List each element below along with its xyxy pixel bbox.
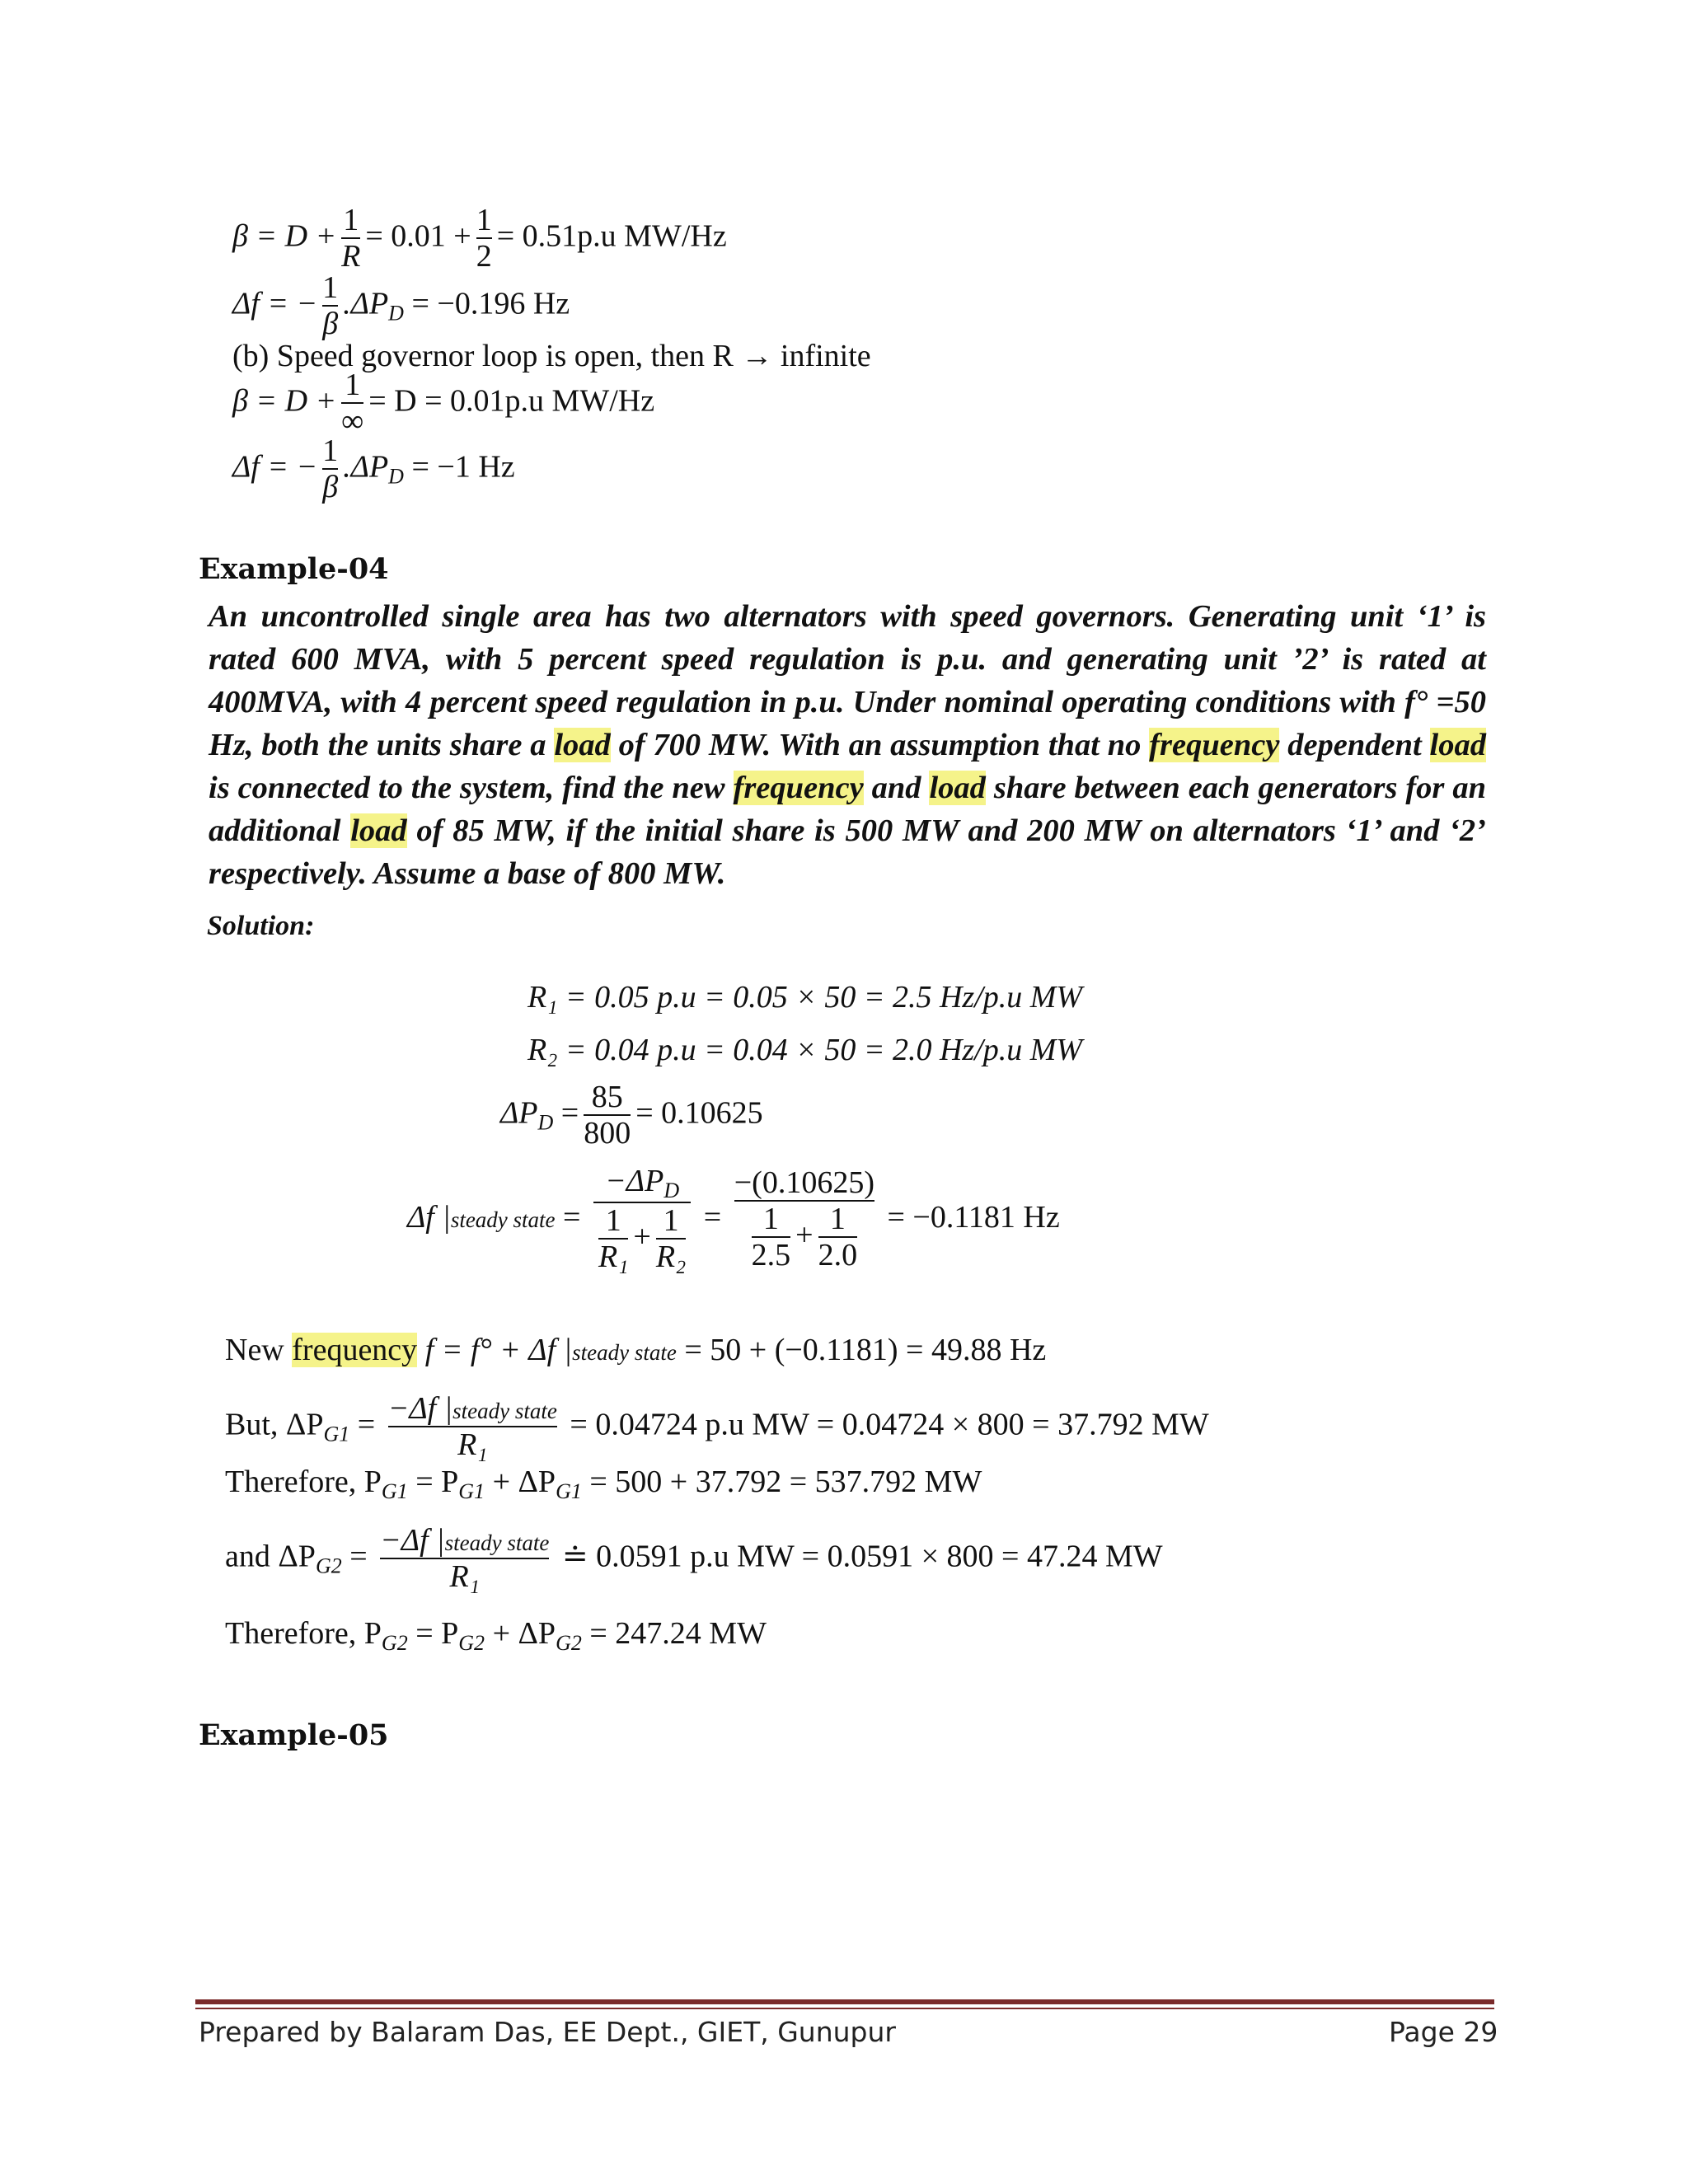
- df-lhs: Δf = −: [232, 286, 318, 321]
- problem-text: and: [863, 771, 930, 805]
- frac-den: β: [322, 469, 339, 504]
- therefore-label: Therefore, P: [225, 1465, 382, 1499]
- frac-den: R₁: [598, 1240, 629, 1275]
- but-value: = 0.04724 p.u MW = 0.04724 × 800 = 37.792 MW: [570, 1407, 1209, 1442]
- example-05-heading: Example-05: [199, 1718, 389, 1752]
- eq-r1: [528, 979, 1082, 1015]
- g1-sub: G1: [381, 1479, 408, 1503]
- problem-text: dependent: [1279, 728, 1430, 762]
- frac-den: R: [341, 238, 361, 274]
- frac-den: R₂: [655, 1240, 687, 1275]
- pg1-result: = 500 + 37.792 = 537.792 MW: [589, 1465, 982, 1499]
- pg2-mid: = P: [415, 1616, 459, 1651]
- g2-sub: G2: [556, 1631, 582, 1655]
- frac-num: 1: [322, 270, 339, 305]
- highlight-load: load: [350, 813, 407, 848]
- frac-den: ∞: [341, 403, 364, 438]
- new-freq-value: = 50 + (−0.1181) = 49.88 Hz: [684, 1333, 1047, 1367]
- pg1-mid: = P: [415, 1465, 459, 1499]
- part-b-label: (b) Speed governor loop is open, then R → infinite: [232, 339, 871, 373]
- problem-text: share between each generators for an additional: [209, 771, 1486, 848]
- frac-num: 1: [343, 203, 359, 237]
- beta2-value: = D = 0.01p.u MW/Hz: [368, 383, 655, 419]
- dfss-num2: −(0.10625): [734, 1165, 874, 1201]
- neg-df: −Δf |: [387, 1391, 453, 1426]
- highlight-frequency: frequency: [292, 1333, 418, 1367]
- therefore-label: Therefore, P: [225, 1616, 382, 1651]
- steady-state-label: steady state: [450, 1207, 556, 1232]
- dfss-frac2: −(0.10625) $\frac{1}{2.5}$ + $\frac{1}{2.0}$: [734, 1165, 874, 1272]
- frac-num: 1: [762, 1202, 779, 1237]
- g1-sub: G1: [458, 1479, 485, 1503]
- dfss-lhs: Δf |: [407, 1199, 451, 1235]
- highlight-load: load: [1429, 728, 1486, 762]
- frac-num: 1: [605, 1203, 621, 1239]
- frac-den: R₁: [380, 1558, 549, 1594]
- df-sub: D: [388, 301, 404, 326]
- dpd-sub: D: [537, 1110, 554, 1135]
- df-rhs: .ΔP: [343, 449, 389, 485]
- and-value: ≐ 0.0591 p.u MW = 0.0591 × 800 = 47.24 MW: [561, 1539, 1163, 1574]
- frac-den: 2.5: [751, 1237, 791, 1272]
- neg-df: −Δf |: [380, 1523, 445, 1558]
- g2-sub: G2: [458, 1631, 485, 1655]
- steady-state-label: steady state: [572, 1340, 677, 1365]
- frac-den: β: [322, 306, 339, 341]
- eq-delta-pg1: But, $\Delta P_{G1}$ = $\frac{\text{−Δf |steady state}}{\text{R₁}}$ = 0.04724 p.u MW = 0.04724 × 800 = 37.792 MW: [225, 1391, 1209, 1462]
- dpd-value: = 0.10625: [635, 1095, 763, 1131]
- r1-text: R₁ = 0.05 p.u = 0.05 × 50 = 2.5 Hz/p.u MW: [528, 980, 1083, 1015]
- highlight-load: load: [929, 771, 986, 805]
- beta-mid: = 0.01 +: [365, 218, 471, 254]
- steady-state-label: steady state: [452, 1399, 557, 1423]
- g2-sub: G2: [315, 1554, 342, 1578]
- footer-author: Prepared by Balaram Das, EE Dept., GIET, Gunupur: [199, 2016, 896, 2048]
- dfss-value: = −0.1181 Hz: [887, 1199, 1060, 1235]
- dpd-num: 85: [591, 1080, 623, 1114]
- dfss-sub: D: [663, 1179, 680, 1202]
- g1-sub: G1: [323, 1422, 350, 1446]
- and-lhs: and ΔP: [225, 1539, 316, 1574]
- eq-new-frequency: [225, 1332, 1046, 1368]
- frac-num: 1: [476, 203, 492, 237]
- eq-df-b: [232, 435, 515, 504]
- problem-text: of 85 MW, if the initial share is 500 MW and 200 MW on alternators ‘1’ and ‘2’ respectively. Assume a base of 800 MW.: [209, 813, 1486, 891]
- eq-r2: [528, 1032, 1082, 1068]
- frac-num: 1: [829, 1202, 846, 1237]
- eq-pg2: [225, 1615, 767, 1656]
- frac-den: 2: [476, 238, 492, 274]
- df-value: = −1 Hz: [411, 449, 515, 485]
- new-label: New: [225, 1333, 284, 1367]
- beta2-lhs: β = D +: [232, 383, 337, 419]
- pg1-delta: + ΔP: [492, 1465, 556, 1499]
- frac-num: 1: [322, 434, 339, 468]
- highlight-load: load: [554, 728, 611, 762]
- footer-rule: [195, 1999, 1494, 2004]
- eq-df-steady: Δf |steady state = $-\Delta P_D$ $\frac{1}{\text{R₁}}$ + $\frac{1}{\text{R₂}}$ = −(0.10625) $\frac{1}{2.5}$ + $\frac{1}{2.0}$ = −0.1181 Hz: [407, 1164, 1060, 1275]
- problem-text: An uncontrolled single area has two alternators with speed governors. Generating unit ‘1’ is rated 600 MVA, with 5 percent speed regulation is p.u. and generating unit ’2’ is rated at 400MVA, with 4 percent speed regulation in p.u. Under nominal operating conditions with f° =50 Hz, both the units share a: [209, 599, 1486, 762]
- problem-text: is connected to the system, find the new: [209, 771, 734, 805]
- frac-num: 1: [663, 1203, 679, 1239]
- but-lhs: But, ΔP: [225, 1407, 324, 1442]
- frac-den: R₁: [388, 1426, 557, 1462]
- highlight-frequency: frequency: [1149, 728, 1280, 762]
- df-value: = −0.196 Hz: [411, 286, 570, 321]
- example-04-heading: Example-04: [199, 552, 389, 586]
- highlight-frequency: frequency: [733, 771, 864, 805]
- dpd-lhs: ΔP: [500, 1095, 538, 1131]
- beta-lhs: β = D +: [232, 218, 337, 254]
- r2-text: R₂ = 0.04 p.u = 0.04 × 50 = 2.0 Hz/p.u MW: [528, 1033, 1083, 1067]
- df-rhs: .ΔP: [343, 286, 389, 321]
- dpd-den: 800: [584, 1115, 631, 1151]
- page-number: Page 29: [1389, 2016, 1498, 2048]
- footer-rule-thin: [195, 2008, 1494, 2009]
- example-04-problem: [209, 595, 1486, 895]
- eq-df-a: [232, 272, 570, 341]
- frac-num: 1: [345, 368, 361, 402]
- eq-beta-b: [232, 369, 654, 438]
- g2-sub: G2: [381, 1631, 408, 1655]
- new-freq-eq: f = f° + Δf |: [424, 1333, 573, 1367]
- df-lhs: Δf = −: [232, 449, 318, 485]
- solution-label: Solution:: [207, 911, 315, 941]
- problem-text: of 700 MW. With an assumption that no: [610, 728, 1150, 762]
- eq-beta-a: [232, 204, 727, 274]
- eq-pg1: [225, 1464, 982, 1504]
- frac-den: 2.0: [818, 1237, 858, 1272]
- pg2-result: = 247.24 MW: [589, 1616, 767, 1651]
- df-sub: D: [388, 464, 404, 489]
- pg2-delta: + ΔP: [492, 1616, 556, 1651]
- beta-value: = 0.51p.u MW/Hz: [496, 218, 727, 254]
- dfss-num: −ΔP: [605, 1164, 664, 1198]
- eq-dpd: $\Delta P_D$ = $\frac{85}{800}$ = 0.10625: [500, 1080, 763, 1151]
- dfss-frac1: $-\Delta P_D$ $\frac{1}{\text{R₁}}$ + $\frac{1}{\text{R₂}}$: [593, 1165, 691, 1274]
- eq-delta-pg2: and $\Delta P_{G2}$ = $\frac{\text{−Δf |steady state}}{\text{R₁}}$ ≐ 0.0591 p.u MW = 0.0591 × 800 = 47.24 MW: [225, 1523, 1163, 1594]
- steady-state-label: steady state: [444, 1530, 550, 1555]
- g1-sub: G1: [556, 1479, 582, 1503]
